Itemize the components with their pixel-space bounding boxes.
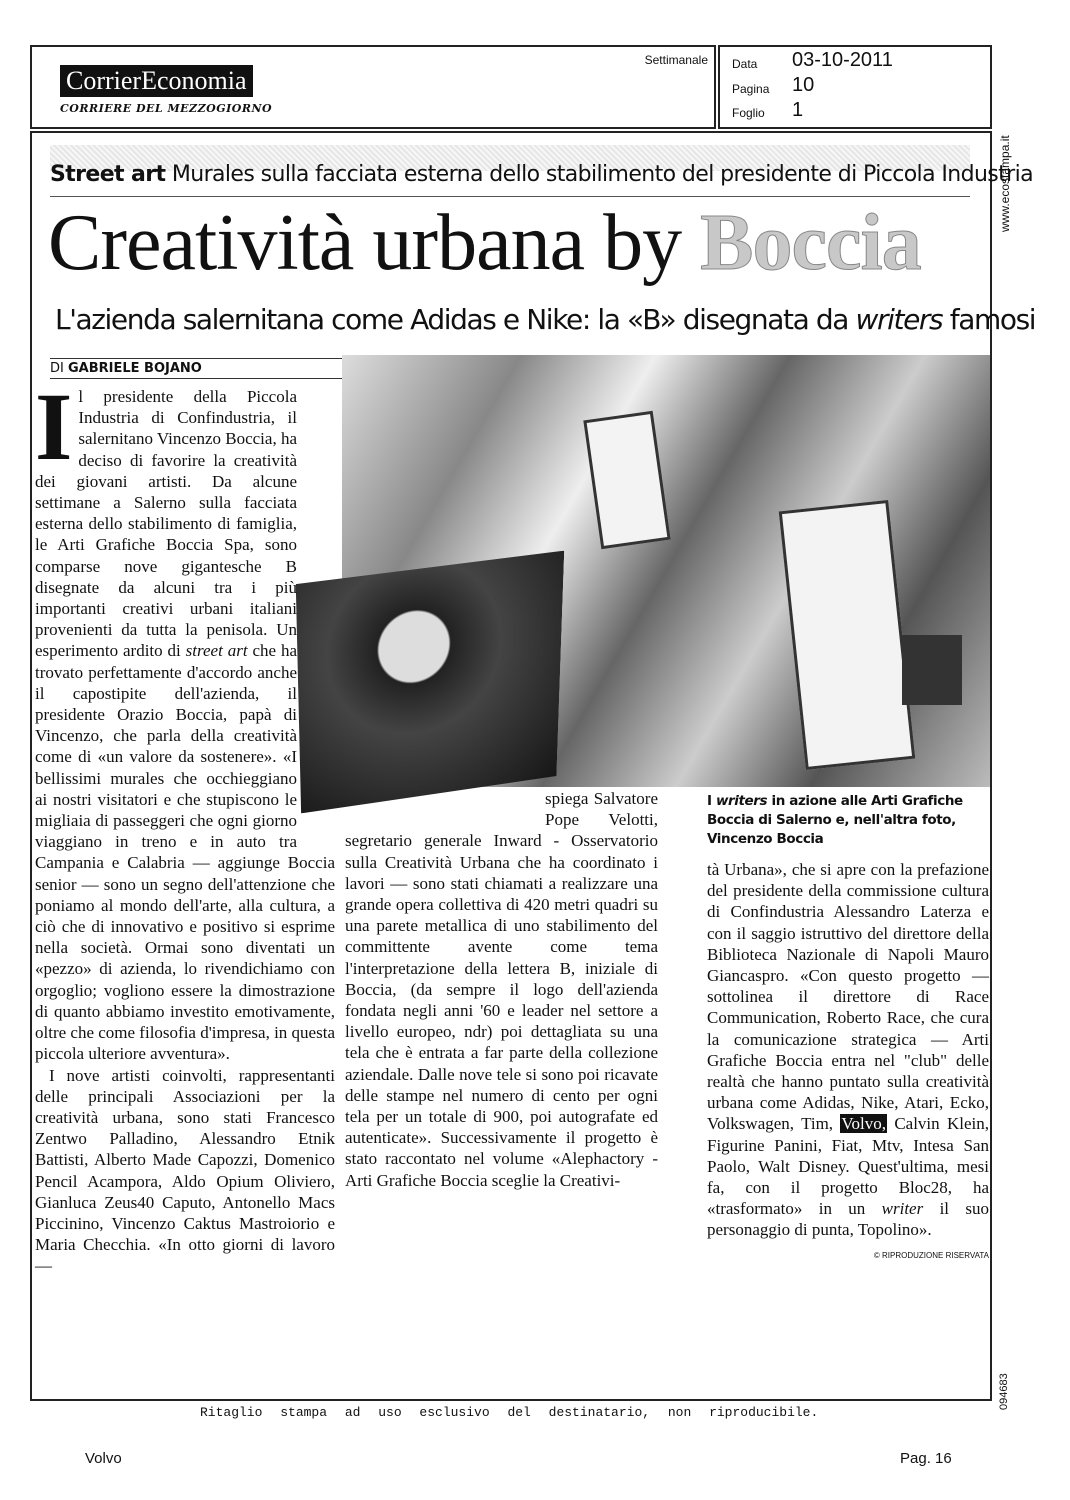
sublogo: CORRIERE DEL MEZZOGIORNO <box>60 102 273 115</box>
photo-caption: I writers in azione alle Arti Grafiche Boccia di Salerno e, nell'altra foto, Vincenzo Boccia <box>707 793 963 847</box>
keyword: Volvo <box>85 1450 122 1467</box>
mural-letter <box>583 411 670 549</box>
usage-notice: Ritaglio stampa ad uso esclusivo del destinatario, non riproducibile. <box>200 1405 819 1420</box>
masthead-box <box>30 45 716 129</box>
highlighted-keyword: Volvo, <box>841 1114 886 1134</box>
article-column-3: tà Urbana», che si apre con la prefazione del presidente della commissione cultura di Confindustria Alessandro Laterza e con il saggio istruttivo del direttore della Biblioteca Nazionale di Napoli Mauro Giancaspro. «Con questo progetto — sottolinea il direttore di Race Communication, Roberto Race, che cura la comunicazione strategica — Arti Grafiche Boccia entra nel "club" delle realtà che hanno puntato sulla creatività urbana come Adidas, Nike, Atari, Ecko, Volkswagen, Tim, Volvo, Calvin Klein, Figurine Panini, Fiat, Mtv, Intesa San Paolo, Walt Disney. Quest'ultima, mesi fa, con il progetto Bloc28, ha «trasformato» in un writer il suo personaggio di punta, Topolino». <box>707 860 990 1240</box>
pagina-label: Pagina <box>732 82 770 96</box>
site-url: www.ecostampa.it <box>998 135 1012 232</box>
copyright: © RIPRODUZIONE RISERVATA <box>873 1250 989 1260</box>
article-column-1: Il presidente della Piccola Industria di Confindustria, il salernitano Vincenzo Boccia, ha deciso di favorire la creatività dei giovani artisti. Da alcune settimane a Salerno sulla facciata esterna dello stabilimento di famiglia, le Arti Grafiche Boccia Spa, sono comparse nove gigantesche B disegnate da alcuni tra i più importanti creativi urbani italiani provenienti da tutta la penisola. Un esperimento ardito di street art che ha trovato perfettamente d'accordo anche il capostipite dell'azienda, il presidente Orazio Boccia, papà di Vincenzo, che parla della creatività come di «un valore da sostenere». «I bellissimi murales che occhieggiano ai nostri visitatori e che stupiscono le migliaia di passeggeri che ogni giorno viaggiano in treno e in auto tra Campania e Calabria — aggiunge Boccia senior — sono un segno dell'attenzione che poniamo al mondo dell'arte, alla cultura, a ciò che di innovativo e positivo si esprime nella società. Ormai sono diventati un «pezzo» di azienda, lo rivendichiamo con orgoglio; vogliono essere la dimostrazione di quanto abbiamo investito emotivamente, oltre che come filosofia d'impresa, in questa piccola ulteriore avventura». I nove artisti coinvolti, rappresentanti delle principali Associazioni per la creatività urbana, sono stati Francesco Zentwo Palladino, Alessandro Etnik Battisti, Alberto Made Capozzi, Domenico Pencil Acampora, Aldo Opium Oliviero, Gianluca Zeus40 Caputo, Antonello Macs Piccinino, Vincenzo Caktus Mastroiorio e Maria Checchia. «In otto giorni di lavoro — <box>35 373 335 1276</box>
right-column-stack <box>707 792 989 1260</box>
frequency: Settimanale <box>644 53 708 67</box>
article-column-2: spiega Salvatore Pope Velotti, segretario generale Inward - Osservatorio sulla Creatività Urbana che ha coordinato i lavori — sono stati chiamati a realizzare una grande opera collettiva di 420 metri quadri su una parete metallica di uno stabilimento del committente avente come tema l'interpretazione della lettera B, iniziale di Boccia, (da sempre il logo dell'azienda fondata negli anni '60 e leader nel settore a livello europeo, ndr) poi dettagliata su una tela che è entrata a far parte della collezione aziendale. Dalle nove tele si sono poi ricavate delle stampe nel numero di cento per ogni tela per un totale di 900, poi autografate ed autenticate». Successivamente il progetto è stato raccontato nel volume «Alephactory - Arti Grafiche Boccia sceglie la Creativi- <box>345 789 658 1190</box>
kicker: Street art Murales sulla facciata esterna dello stabilimento del presidente di Piccola Industria <box>50 162 1034 187</box>
info-box <box>718 45 992 129</box>
foglio-label: Foglio <box>732 106 765 120</box>
logo: CorrierEconomia <box>60 65 253 97</box>
data-value: 03-10-2011 <box>792 49 893 71</box>
headline: Creatività urbana by Boccia <box>48 199 921 287</box>
data-label: Data <box>732 57 758 71</box>
mural-letter <box>779 500 916 770</box>
subtitle: L'azienda salernitana come Adidas e Nike: la «B» disegnata da writers famosi <box>55 303 1036 336</box>
page-number: Pag. 16 <box>900 1450 952 1467</box>
byline: DI GABRIELE BOJANO <box>50 358 345 379</box>
divider <box>50 196 970 197</box>
worker-lift <box>902 635 962 705</box>
pagina-value: 10 <box>792 74 815 96</box>
clip-code: 094683 <box>998 1373 1010 1410</box>
drop-cap: I <box>35 373 73 480</box>
foglio-value: 1 <box>792 99 804 121</box>
